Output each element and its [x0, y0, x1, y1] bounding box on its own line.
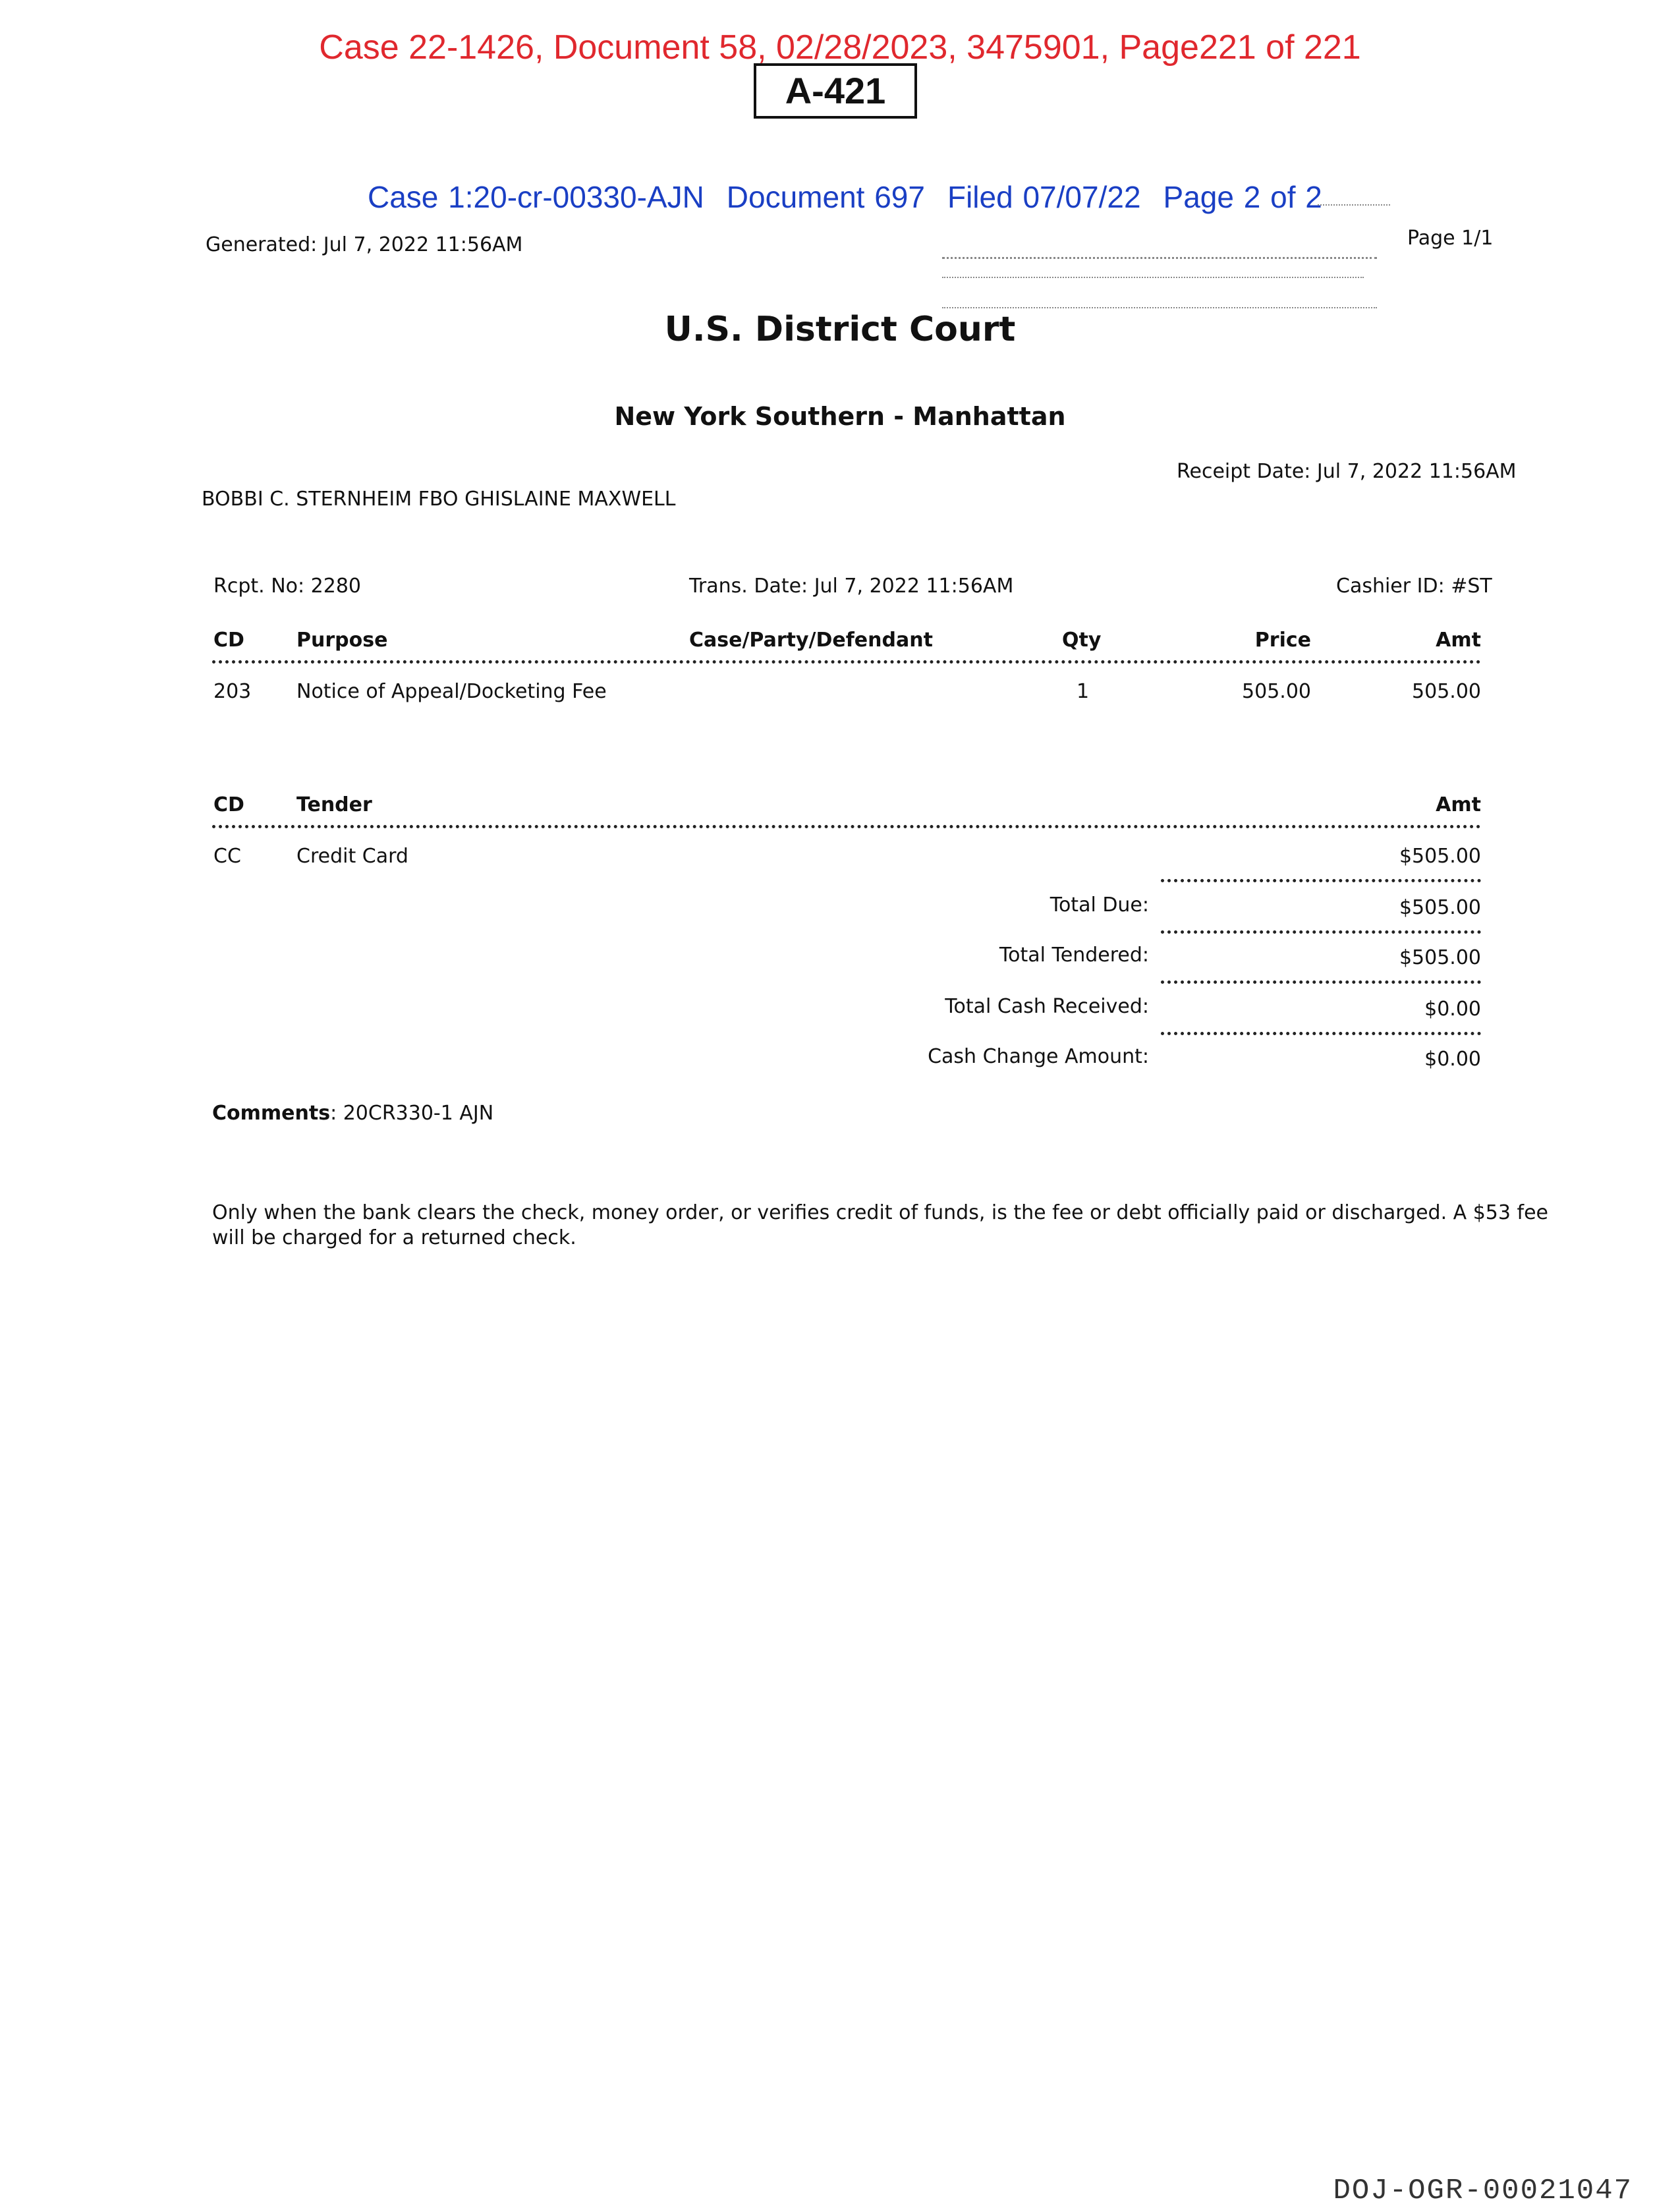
total-tendered-label: Total Tendered: — [999, 944, 1149, 967]
comments-value: : 20CR330-1 AJN — [330, 1102, 494, 1125]
totals-separator — [1161, 1032, 1481, 1035]
comments-label: Comments — [212, 1102, 331, 1125]
row-cd: 203 — [213, 680, 252, 703]
col-header-qty: Qty — [1062, 629, 1102, 652]
scan-artifact — [1318, 204, 1390, 206]
tender-header-tender: Tender — [296, 793, 372, 816]
district-page-number: Page 2 of 2 — [1163, 180, 1322, 214]
scan-artifact — [942, 277, 1364, 278]
generated-timestamp: Generated: Jul 7, 2022 11:56AM — [206, 233, 523, 256]
total-due-label: Total Due: — [1050, 893, 1149, 917]
tender-cd: CC — [213, 845, 241, 868]
returned-check-notice — [212, 1201, 1548, 1251]
scan-artifact — [942, 257, 1377, 259]
notice-line-2: will be charged for a returned check. — [212, 1226, 576, 1249]
row-amt: 505.00 — [1412, 680, 1481, 703]
totals-separator — [1161, 879, 1481, 882]
tender-header-cd: CD — [213, 793, 244, 816]
district-filed-date: Filed 07/07/22 — [947, 180, 1141, 214]
district-case-header — [368, 179, 1345, 215]
court-title: U.S. District Court — [664, 310, 1016, 349]
tender-type: Credit Card — [296, 845, 408, 868]
total-tendered-value: $505.00 — [1399, 946, 1481, 969]
appeal-case-header: Case 22-1426, Document 58, 02/28/2023, 3475901, Page221 of 221 — [319, 28, 1361, 67]
col-header-cd: CD — [213, 629, 244, 652]
cash-change-label: Cash Change Amount: — [928, 1045, 1149, 1068]
row-price: 505.00 — [1242, 680, 1311, 703]
payer-name: BOBBI C. STERNHEIM FBO GHISLAINE MAXWELL — [202, 488, 676, 511]
district-case-number: Case 1:20-cr-00330-AJN — [368, 180, 704, 214]
total-due-value: $505.00 — [1399, 896, 1481, 919]
row-purpose: Notice of Appeal/Docketing Fee — [296, 680, 607, 703]
header-separator — [212, 660, 1481, 664]
tender-amount: $505.00 — [1399, 845, 1481, 868]
exhibit-number-box: A-421 — [754, 63, 917, 119]
transaction-date: Trans. Date: Jul 7, 2022 11:56AM — [689, 575, 1014, 598]
cash-received-label: Total Cash Received: — [945, 995, 1149, 1018]
col-header-case: Case/Party/Defendant — [689, 629, 933, 652]
col-header-purpose: Purpose — [296, 629, 388, 652]
page-indicator: Page 1/1 — [1407, 227, 1494, 250]
col-header-price: Price — [1254, 629, 1311, 652]
receipt-date: Receipt Date: Jul 7, 2022 11:56AM — [1177, 460, 1517, 483]
tender-separator — [212, 825, 1481, 828]
col-header-amt: Amt — [1436, 629, 1481, 652]
totals-separator — [1161, 980, 1481, 984]
receipt-number: Rcpt. No: 2280 — [213, 575, 362, 598]
tender-header-amt: Amt — [1436, 793, 1481, 816]
scan-artifact — [942, 307, 1377, 308]
row-qty: 1 — [1077, 680, 1090, 703]
court-division: New York Southern - Manhattan — [614, 402, 1066, 431]
comments — [212, 1102, 493, 1125]
cashier-id: Cashier ID: #ST — [1336, 575, 1492, 598]
notice-line-1: Only when the bank clears the check, money order, or verifies credit of funds, is the fee or debt officially paid or discharged. A $53 fee — [212, 1201, 1548, 1224]
totals-separator — [1161, 930, 1481, 934]
bates-number: DOJ-OGR-00021047 — [1333, 2174, 1633, 2207]
district-document-number: Document 697 — [726, 180, 925, 214]
cash-received-value: $0.00 — [1424, 998, 1481, 1021]
cash-change-value: $0.00 — [1424, 1048, 1481, 1071]
